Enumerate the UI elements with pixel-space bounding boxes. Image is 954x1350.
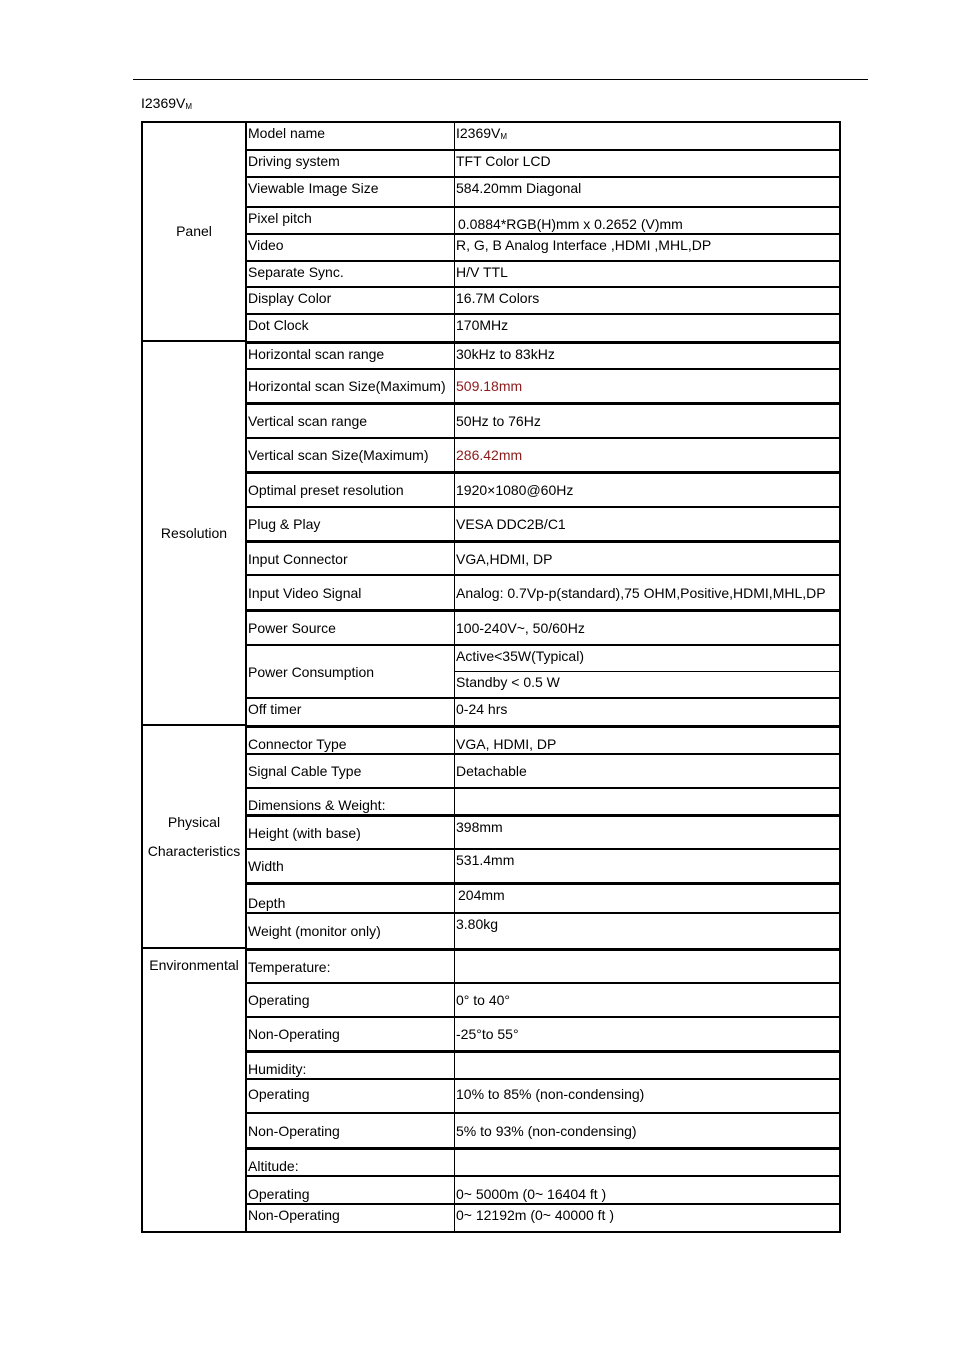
row-height [247, 815, 841, 849]
value-humidity [454, 1051, 841, 1079]
label-optimal-resolution: Optimal preset resolution [247, 472, 454, 507]
row-alt-operating [247, 1176, 841, 1204]
row-display-color [247, 287, 841, 314]
row-input-video-signal [247, 575, 841, 610]
label-power-source: Power Source [247, 610, 454, 645]
section-resolution-label: Resolution [160, 524, 228, 541]
value-signal-cable: Detachable [454, 754, 841, 788]
value-alt-non-operating: 0~ 12192m (0~ 40000 ft ) [454, 1204, 841, 1233]
label-separate-sync: Separate Sync. [247, 261, 454, 287]
label-temp-non-operating: Non-Operating [247, 1017, 454, 1051]
value-height: 398mm [454, 815, 841, 849]
value-temp-operating: 0° to 40° [454, 983, 841, 1017]
row-power-consumption [247, 645, 841, 698]
value-input-connector: VGA,HDMI, DP [454, 541, 841, 575]
label-model-name: Model name [247, 121, 454, 150]
label-connector-type: Connector Type [247, 726, 454, 754]
header-rule [133, 79, 868, 80]
value-hum-non-operating: 5% to 93% (non-condensing) [454, 1113, 841, 1148]
value-viewable-size: 584.20mm Diagonal [454, 177, 841, 207]
row-width [247, 849, 841, 883]
row-pixel-pitch [247, 207, 841, 234]
section-environmental [141, 949, 247, 1233]
label-dimensions-weight: Dimensions & Weight: [247, 788, 454, 815]
value-depth: 204mm [454, 883, 841, 913]
value-altitude [454, 1148, 841, 1176]
label-signal-cable: Signal Cable Type [247, 754, 454, 788]
label-power-consumption: Power Consumption [247, 645, 454, 698]
value-width: 531.4mm [454, 849, 841, 883]
label-width: Width [247, 849, 454, 883]
label-horizontal-scan-size: Horizontal scan Size(Maximum) [247, 369, 454, 403]
row-hum-non-operating [247, 1113, 841, 1148]
section-physical-label-1: Physical [167, 813, 221, 830]
row-plug-and-play [247, 507, 841, 541]
section-physical [141, 726, 247, 949]
value-optimal-resolution: 1920×1080@60Hz [454, 472, 841, 507]
value-vertical-scan-range: 50Hz to 76Hz [454, 403, 841, 438]
value-off-timer: 0-24 hrs [454, 698, 841, 726]
label-alt-non-operating: Non-Operating [247, 1204, 454, 1233]
row-depth [247, 883, 841, 913]
label-vertical-scan-size: Vertical scan Size(Maximum) [247, 438, 454, 472]
value-power-standby: Standby < 0.5 W [454, 671, 841, 698]
model-heading [141, 95, 192, 115]
label-pixel-pitch: Pixel pitch [247, 207, 454, 234]
value-temp-non-operating: -25°to 55° [454, 1017, 841, 1051]
label-hum-operating: Operating [247, 1079, 454, 1113]
row-vertical-scan-range [247, 403, 841, 438]
row-horizontal-scan-size [247, 369, 841, 403]
value-display-color: 16.7M Colors [454, 287, 841, 314]
row-hum-operating [247, 1079, 841, 1113]
value-input-video-signal: Analog: 0.7Vp-p(standard),75 OHM,Positive,HDMI,MHL,DP [454, 575, 841, 610]
label-input-video-signal: Input Video Signal [247, 575, 454, 610]
label-alt-operating: Operating [247, 1176, 454, 1204]
section-panel [141, 121, 247, 342]
model-heading-sub: M [185, 102, 193, 111]
row-humidity [247, 1051, 841, 1079]
value-vertical-scan-size: 286.42mm [454, 438, 841, 472]
value-connector-type: VGA, HDMI, DP [454, 726, 841, 754]
row-weight [247, 913, 841, 949]
row-off-timer [247, 698, 841, 726]
value-driving-system: TFT Color LCD [454, 150, 841, 177]
label-horizontal-scan-range: Horizontal scan range [247, 342, 454, 369]
label-height: Height (with base) [247, 815, 454, 849]
section-panel-label: Panel [176, 223, 212, 239]
value-power-active: Active<35W(Typical) [454, 645, 841, 672]
row-signal-cable [247, 754, 841, 788]
value-horizontal-scan-size: 509.18mm [454, 369, 841, 403]
label-dot-clock: Dot Clock [247, 314, 454, 342]
section-environmental-label: Environmental [149, 957, 239, 973]
value-temperature [454, 949, 841, 983]
label-temperature: Temperature: [247, 949, 454, 983]
label-altitude: Altitude: [247, 1148, 454, 1176]
row-power-source [247, 610, 841, 645]
row-separate-sync [247, 261, 841, 287]
label-weight: Weight (monitor only) [247, 913, 454, 949]
label-humidity: Humidity: [247, 1051, 454, 1079]
row-input-connector [247, 541, 841, 575]
value-power-source: 100-240V~, 50/60Hz [454, 610, 841, 645]
value-model-name-sub: M [500, 132, 508, 141]
value-model-name [454, 121, 841, 150]
model-heading-text: I2369V [141, 95, 186, 111]
section-resolution [141, 342, 247, 726]
label-off-timer: Off timer [247, 698, 454, 726]
row-dot-clock [247, 314, 841, 342]
label-display-color: Display Color [247, 287, 454, 314]
row-dimensions-weight [247, 788, 841, 815]
value-dot-clock: 170MHz [454, 314, 841, 342]
row-alt-non-operating [247, 1204, 841, 1233]
value-alt-operating: 0~ 5000m (0~ 16404 ft ) [454, 1176, 841, 1204]
label-vertical-scan-range: Vertical scan range [247, 403, 454, 438]
row-altitude [247, 1148, 841, 1176]
label-driving-system: Driving system [247, 150, 454, 177]
value-video: R, G, B Analog Interface ,HDMI ,MHL,DP [454, 234, 841, 261]
row-connector-type [247, 726, 841, 754]
row-horizontal-scan-range [247, 342, 841, 369]
row-vertical-scan-size [247, 438, 841, 472]
label-temp-operating: Operating [247, 983, 454, 1017]
value-weight: 3.80kg [454, 913, 841, 949]
section-physical-label-2: Characteristics [147, 842, 241, 859]
row-viewable-size [247, 177, 841, 207]
label-plug-and-play: Plug & Play [247, 507, 454, 541]
value-plug-and-play: VESA DDC2B/C1 [454, 507, 841, 541]
row-driving-system [247, 150, 841, 177]
row-optimal-resolution [247, 472, 841, 507]
row-temp-operating [247, 983, 841, 1017]
row-video [247, 234, 841, 261]
label-input-connector: Input Connector [247, 541, 454, 575]
value-pixel-pitch: 0.0884*RGB(H)mm x 0.2652 (V)mm [454, 207, 841, 234]
label-viewable-size: Viewable Image Size [247, 177, 454, 207]
value-model-name-text: I2369V [456, 125, 501, 141]
value-hum-operating: 10% to 85% (non-condensing) [454, 1079, 841, 1113]
label-hum-non-operating: Non-Operating [247, 1113, 454, 1148]
label-depth: Depth [247, 883, 454, 913]
row-model-name [247, 121, 841, 150]
value-horizontal-scan-range: 30kHz to 83kHz [454, 342, 841, 369]
row-temperature [247, 949, 841, 983]
value-dimensions-weight [454, 788, 841, 815]
value-separate-sync: H/V TTL [454, 261, 841, 287]
row-temp-non-operating [247, 1017, 841, 1051]
spec-table [141, 121, 841, 1233]
label-video: Video [247, 234, 454, 261]
